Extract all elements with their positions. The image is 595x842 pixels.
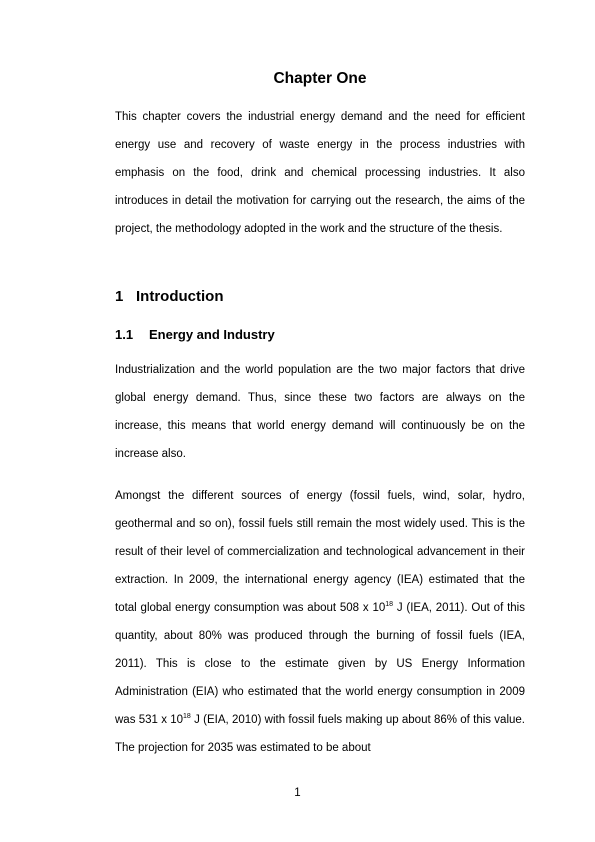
section-heading <box>115 288 223 305</box>
paragraph-text-part-b: J (IEA, 2011). Out of this quantity, about 80% was produced through the burning of fossil fuels (IEA, 2011). This is close to the estimate given by US Energy Information Administration (EIA) who estimated that the world energy consumption in 2009 was 531 x 10 <box>115 602 525 726</box>
exponent-2: 18 <box>183 713 191 721</box>
paragraph-text-part-c: J (EIA, 2010) with fossil fuels making up about 86% of this value. The projection for 2035 was estimated to be about <box>115 714 525 754</box>
paragraph-energy-demand: Industrialization and the world population are the two major factors that drive global energy demand. Thus, since these two factors are always on the increase, this means that world energy demand will continuously be on the increase also. <box>115 364 525 460</box>
section-title: Introduction <box>136 288 224 305</box>
section-number: 1 <box>115 288 124 305</box>
paragraph-energy-sources <box>115 482 525 762</box>
subsection-heading <box>115 327 275 342</box>
exponent-1: 18 <box>385 601 394 609</box>
intro-paragraph: This chapter covers the industrial energy demand and the need for efficient energy use and recovery of waste energy in the process industries with emphasis on the food, drink and chemical processing industries. It also introduces in detail the motivation for carrying out the research, the aims of the project, the methodology adopted in the work and the structure of the thesis. <box>115 111 525 235</box>
subsection-title: Energy and Industry <box>149 327 275 342</box>
subsection-number: 1.1 <box>115 327 134 342</box>
page-number: 1 <box>294 787 301 799</box>
chapter-title: Chapter One <box>273 70 367 87</box>
paragraph-text-part-a: Amongst the different sources of energy (fossil fuels, wind, solar, hydro, geothermal and so on), fossil fuels still remain the most widely used. This is the result of their level of commercialization and technological advancement in their extraction. In 2009, the international energy agency (IEA) estimated that the total global energy consumption was about 508 x 10 <box>115 490 525 614</box>
